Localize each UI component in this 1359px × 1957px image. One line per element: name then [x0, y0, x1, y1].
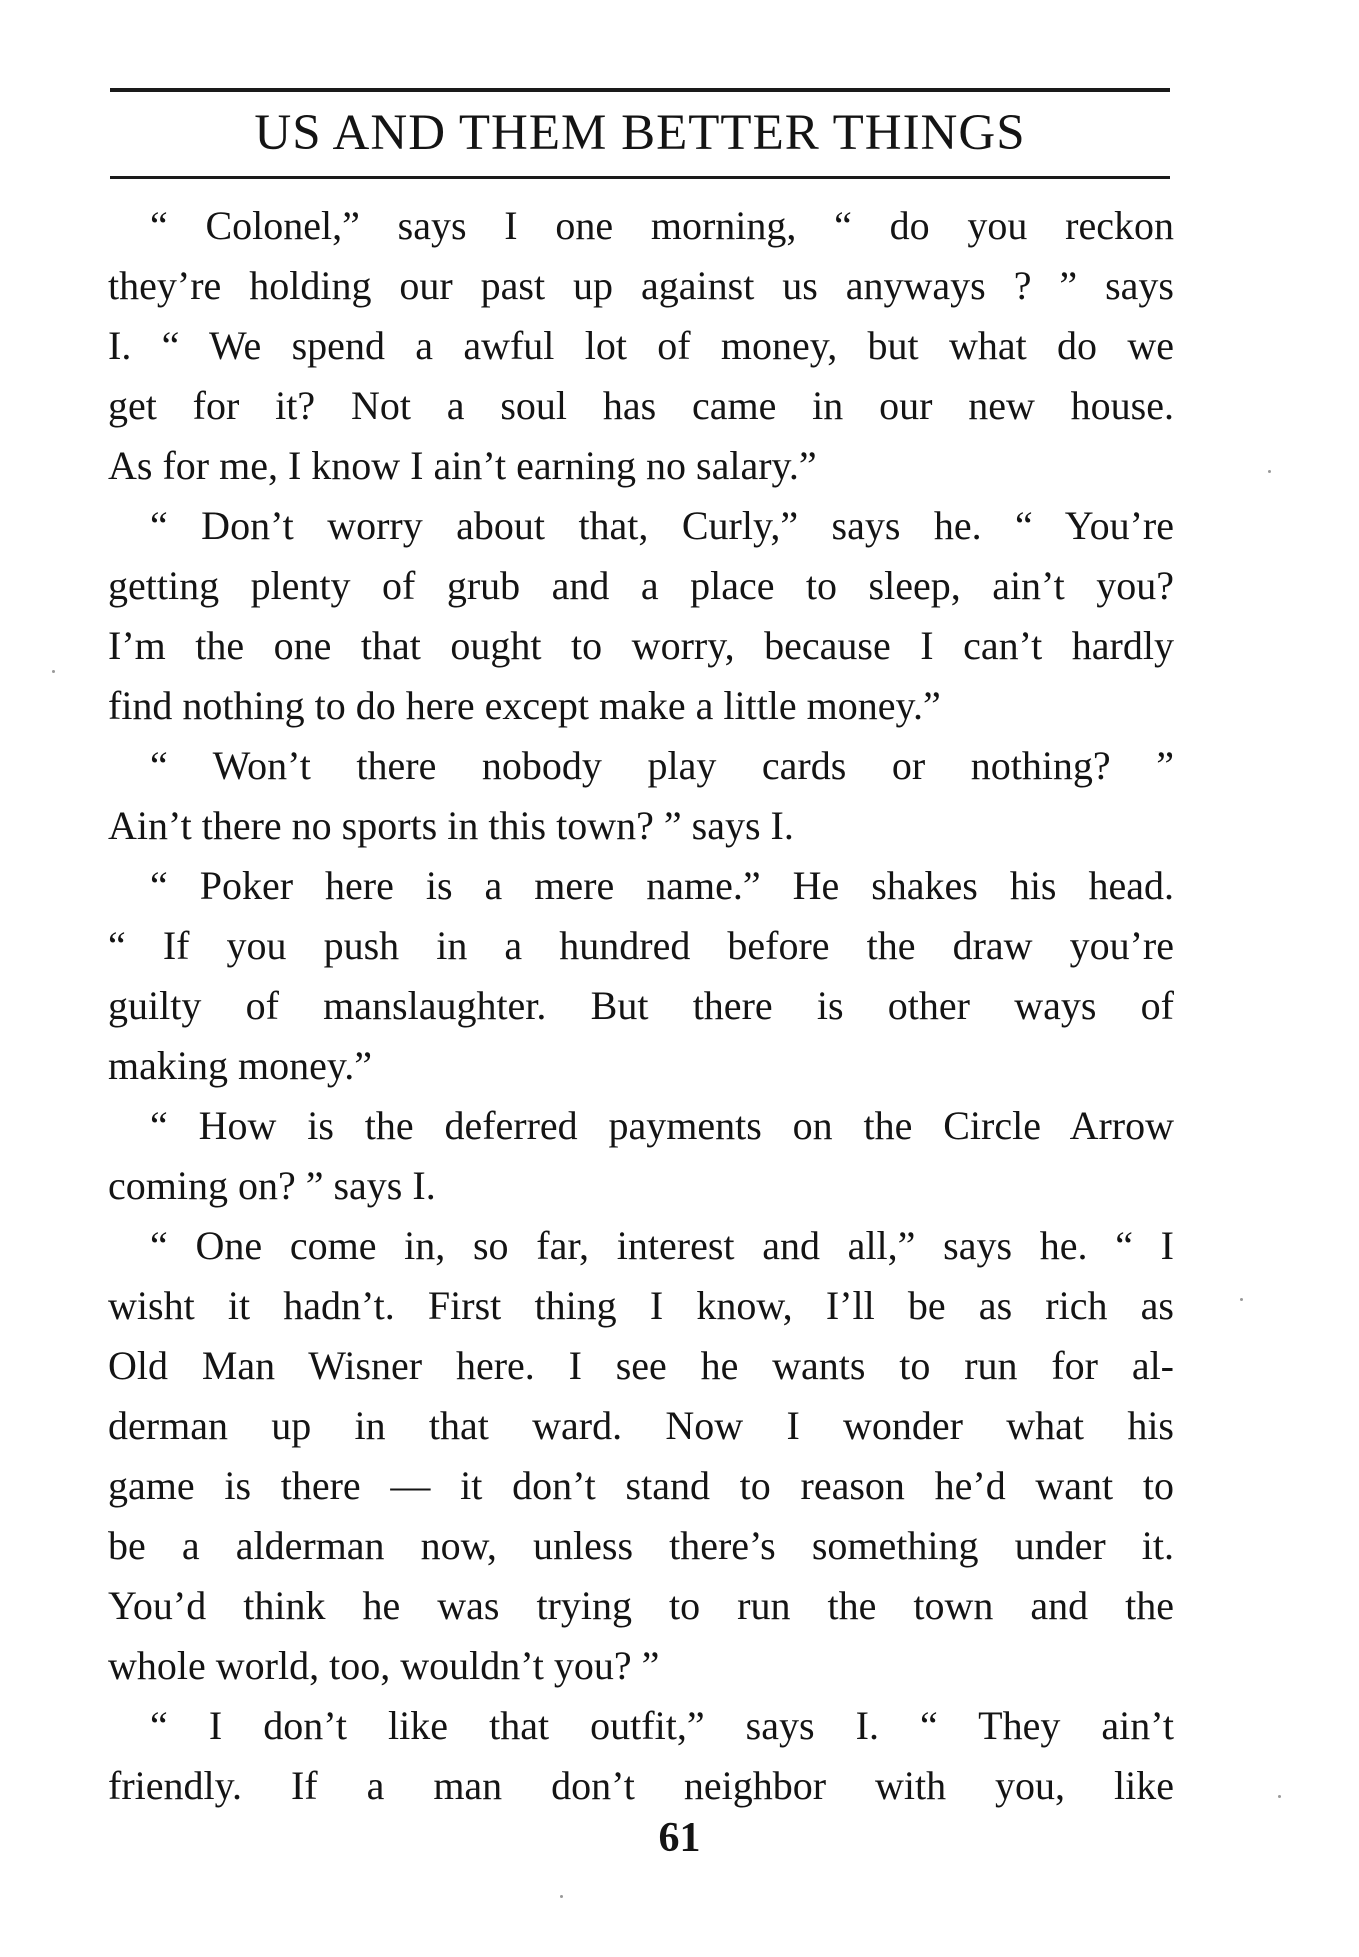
text-line: I. “ We spend a awful lot of money, but what do we [108, 323, 1174, 368]
text-line: making money.” [108, 1043, 373, 1088]
text-line: You’d think he was trying to run the town and the [108, 1583, 1174, 1628]
paragraph [108, 196, 1174, 496]
text-line: Old Man Wisner here. I see he wants to run for al- [108, 1343, 1174, 1388]
text-line: “ How is the deferred payments on the Circle Arrow [150, 1103, 1174, 1148]
header-top-rule [110, 88, 1170, 92]
paragraph [108, 1216, 1174, 1696]
text-line: whole world, too, wouldn’t you? ” [108, 1643, 660, 1688]
paragraph [108, 856, 1174, 1096]
text-line: “ I don’t like that outfit,” says I. “ They ain’t [150, 1703, 1174, 1748]
text-line: they’re holding our past up against us anyways ? ” says [108, 263, 1174, 308]
text-line: wisht it hadn’t. First thing I know, I’ll be as rich as [108, 1283, 1174, 1328]
text-line: get for it? Not a soul has came in our new house. [108, 383, 1174, 428]
text-line: derman up in that ward. Now I wonder what his [108, 1403, 1174, 1448]
running-head-title: US AND THEM BETTER THINGS [254, 105, 1026, 161]
paragraph [108, 1096, 1174, 1216]
paper-speck [52, 670, 55, 673]
text-line: getting plenty of grub and a place to sleep, ain’t you? [108, 563, 1174, 608]
text-line: find nothing to do here except make a little money.” [108, 683, 941, 728]
text-line: be a alderman now, unless there’s something under it. [108, 1523, 1174, 1568]
text-line: “ If you push in a hundred before the draw you’re [108, 923, 1174, 968]
paragraph [108, 1696, 1174, 1816]
text-line: guilty of manslaughter. But there is other ways of [108, 983, 1174, 1028]
paper-speck [1278, 1795, 1281, 1798]
paper-speck [560, 1895, 563, 1898]
text-line: coming on? ” says I. [108, 1163, 436, 1208]
text-line: Ain’t there no sports in this town? ” says I. [108, 803, 794, 848]
text-line: friendly. If a man don’t neighbor with you, like [108, 1763, 1174, 1808]
text-line: game is there — it don’t stand to reason he’d want to [108, 1463, 1174, 1508]
text-line: “ Colonel,” says I one morning, “ do you reckon [150, 203, 1174, 248]
header-bottom-rule [110, 176, 1170, 179]
paragraph [108, 736, 1174, 856]
paper-speck [1240, 1298, 1243, 1301]
text-line: As for me, I know I ain’t earning no salary.” [108, 443, 817, 488]
text-line: “ Poker here is a mere name.” He shakes his head. [150, 863, 1174, 908]
text-line: “ Won’t there nobody play cards or nothing? ” [150, 743, 1174, 788]
body-text [108, 196, 1174, 1816]
text-line: “ One come in, so far, interest and all,” says he. “ I [150, 1223, 1174, 1268]
paper-speck [1268, 470, 1271, 473]
paragraph [108, 496, 1174, 736]
text-line: I’m the one that ought to worry, because I can’t hardly [108, 623, 1174, 668]
text-line: “ Don’t worry about that, Curly,” says he. “ You’re [150, 503, 1174, 548]
page-number: 61 [658, 1815, 701, 1861]
